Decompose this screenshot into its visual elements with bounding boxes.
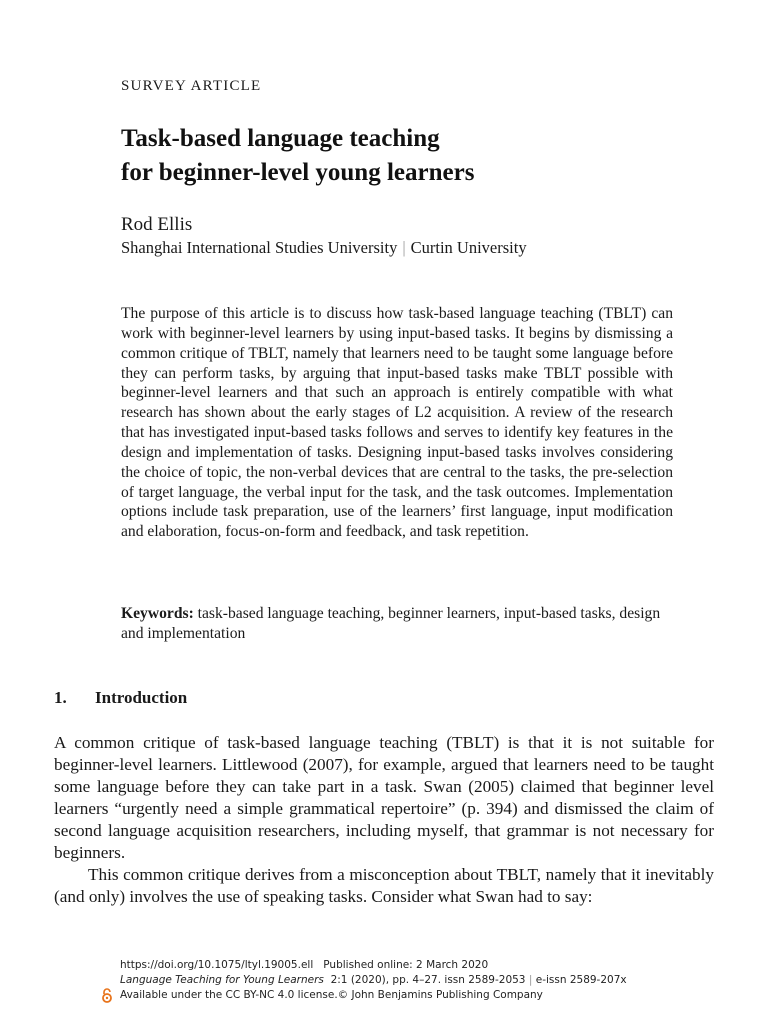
keywords-label: Keywords: bbox=[121, 605, 194, 622]
affiliation: Curtin University bbox=[410, 238, 527, 257]
issn: issn 2589-2053 bbox=[444, 974, 526, 986]
footer-doi-line bbox=[120, 958, 488, 973]
section-number: 1. bbox=[54, 688, 67, 707]
license-line: Available under the CC BY-NC 4.0 license.© John Benjamins Publishing Company bbox=[120, 989, 543, 1001]
affiliation: Shanghai International Studies University bbox=[121, 238, 398, 257]
author-name: Rod Ellis bbox=[121, 214, 193, 235]
open-access-icon-dot bbox=[106, 997, 108, 999]
footer-citation-line bbox=[120, 973, 627, 988]
open-access-icon bbox=[101, 988, 113, 1003]
issn-separator: | bbox=[528, 974, 533, 986]
published-date: Published online: 2 March 2020 bbox=[323, 959, 489, 971]
section-heading: Introduction bbox=[95, 688, 188, 707]
keywords bbox=[121, 604, 673, 644]
article-title bbox=[121, 122, 681, 190]
affiliation-separator: | bbox=[402, 238, 406, 257]
keywords-text: task-based language teaching, beginner learners, input-based tasks, design and implementation bbox=[121, 605, 661, 642]
body-paragraph: This common critique derives from a misconception about TBLT, namely that it inevitably (and only) involves the use of speaking tasks. Consider what Swan had to say: bbox=[54, 865, 714, 906]
title-line: for beginner-level young learners bbox=[121, 159, 475, 186]
citation: 2:1 (2020), pp. 4–27. bbox=[330, 974, 442, 986]
journal-name: Language Teaching for Young Learners bbox=[120, 974, 324, 986]
doi-link[interactable]: https://doi.org/10.1075/ltyl.19005.ell bbox=[120, 959, 314, 971]
title-line: Task-based language teaching bbox=[121, 125, 440, 152]
article-type-label: SURVEY ARTICLE bbox=[121, 78, 262, 94]
author-affiliations bbox=[121, 238, 527, 258]
abstract: The purpose of this article is to discuss how task-based language teaching (TBLT) can work with beginner-level learners by using input-based tasks. It begins by dismissing a common critique of TBLT, namely that learners need to be taught some language before they can perform tasks, by arguing that input-based tasks make TBLT possible with beginner-level learners and that such an approach is entirely compatible with what research has shown about the early stages of L2 acquisition. A review of the research that has investigated input-based tasks follows and serves to identify key features in the design and implementation of tasks. Designing input-based tasks involves considering the choice of topic, the non-verbal devices that are central to the tasks, the pre-selection of target language, the verbal input for the task, and the task outcomes. Implementation options include task preparation, use of the learners’ first language, input modification and elaboration, focus-on-form and feedback, and task repetition. bbox=[121, 305, 673, 541]
body-paragraph: A common critique of task-based language teaching (TBLT) is that it is not suitable for beginner-level learners. Littlewood (2007), for example, argued that learners need to be taught some language before they can take part in a task. Swan (2005) claimed that beginner level learners “urgently need a simple grammatical repertoire” (p. 394) and dismissed the claim of second language acquisition researchers, including myself, that grammar is not necessary for beginners. bbox=[54, 733, 714, 862]
eissn: e-issn 2589-207x bbox=[535, 974, 627, 986]
